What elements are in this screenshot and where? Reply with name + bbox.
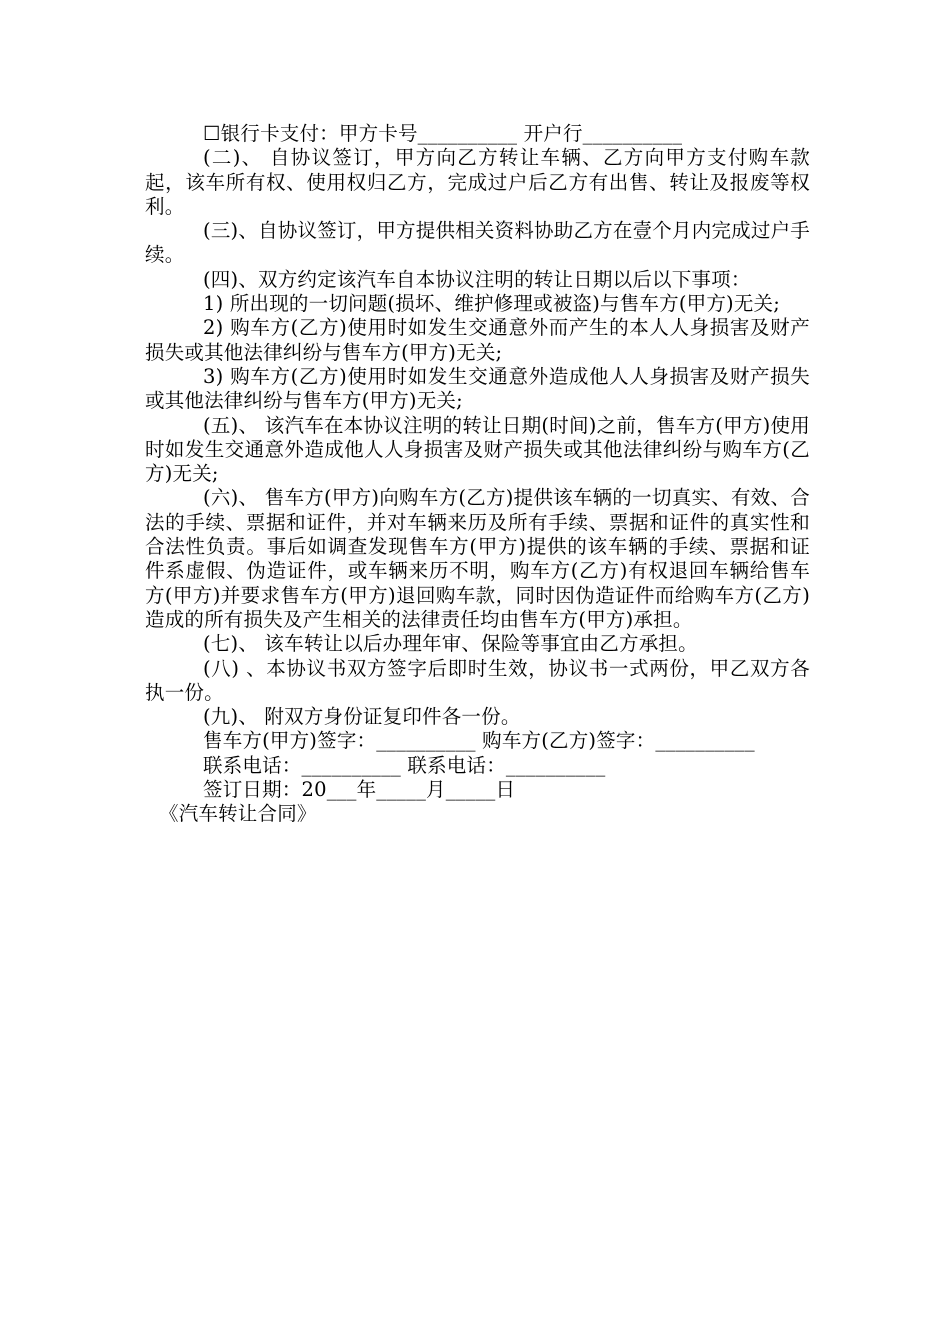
clause-4-agreed-matters: (四)、双方约定该汽车自本协议注明的转让日期以后以下事项： bbox=[203, 267, 751, 291]
document-footer-title: 《汽车转让合同》 bbox=[159, 802, 317, 826]
clause-9-id-copies: (九)、 附双方身份证复印件各一份。 bbox=[203, 705, 521, 729]
document-page bbox=[145, 122, 810, 827]
clause-3-transfer-procedure: (三)、自协议签订，甲方提供相关资料协助乙方在壹个月内完成过户手续。 bbox=[145, 219, 810, 267]
clause-4-item-3: 3) 购车方(乙方)使用时如发生交通意外造成他人人身损害及财产损失或其他法律纠纷与售车方(甲方)无关; bbox=[145, 364, 810, 413]
clause-7-annual-inspection: (七)、 该车转让以后办理年审、保险等事宜由乙方承担。 bbox=[203, 632, 698, 656]
signing-date-line: 签订日期：20___年_____月_____日 bbox=[203, 778, 516, 802]
payment-bank-card-line: ☐银行卡支付：甲方卡号__________ 开户行__________ bbox=[203, 122, 683, 145]
signature-line: 售车方(甲方)签字：__________ 购车方(乙方)签字：__________ bbox=[203, 729, 755, 753]
clause-2-ownership: (二)、 自协议签订，甲方向乙方转让车辆、乙方向甲方支付购车款起，该车所有权、使用权归乙方，完成过户后乙方有出售、转让及报废等权利。 bbox=[145, 146, 810, 218]
clause-4-item-1: 1) 所出现的一切问题(损坏、维护修理或被盗)与售车方(甲方)无关; bbox=[203, 292, 781, 316]
clause-8-effectiveness: (八) 、本协议书双方签字后即时生效，协议书一式两份，甲乙双方各执一份。 bbox=[145, 656, 810, 704]
contact-phone-line: 联系电话：__________ 联系电话：__________ bbox=[203, 753, 606, 777]
clause-6-documents-authenticity: (六)、 售车方(甲方)向购车方(乙方)提供该车辆的一切真实、有效、合法的手续、票据和证件，并对车辆来历及所有手续、票据和证件的真实性和合法性负责。事后如调查发现售车方(甲方)提供的该车辆的手续、票据和证件系虚假、伪造证件，或车辆来历不明，购车方(乙方)有权退回车辆给售车方(甲方)并要求售车方(甲方)退回购车款，同时因伪造证件而给购车方(乙方)造成的所有损失及产生相关的法律责任均由售车方(甲方)承担。 bbox=[145, 486, 810, 631]
clause-4-item-2: 2) 购车方(乙方)使用时如发生交通意外而产生的本人人身损害及财产损失或其他法律纠纷与售车方(甲方)无关; bbox=[145, 316, 810, 364]
clause-5-prior-liability: (五)、 该汽车在本协议注明的转让日期(时间)之前，售车方(甲方)使用时如发生交通意外造成他人人身损害及财产损失或其他法律纠纷与购车方(乙方)无关; bbox=[145, 413, 810, 486]
